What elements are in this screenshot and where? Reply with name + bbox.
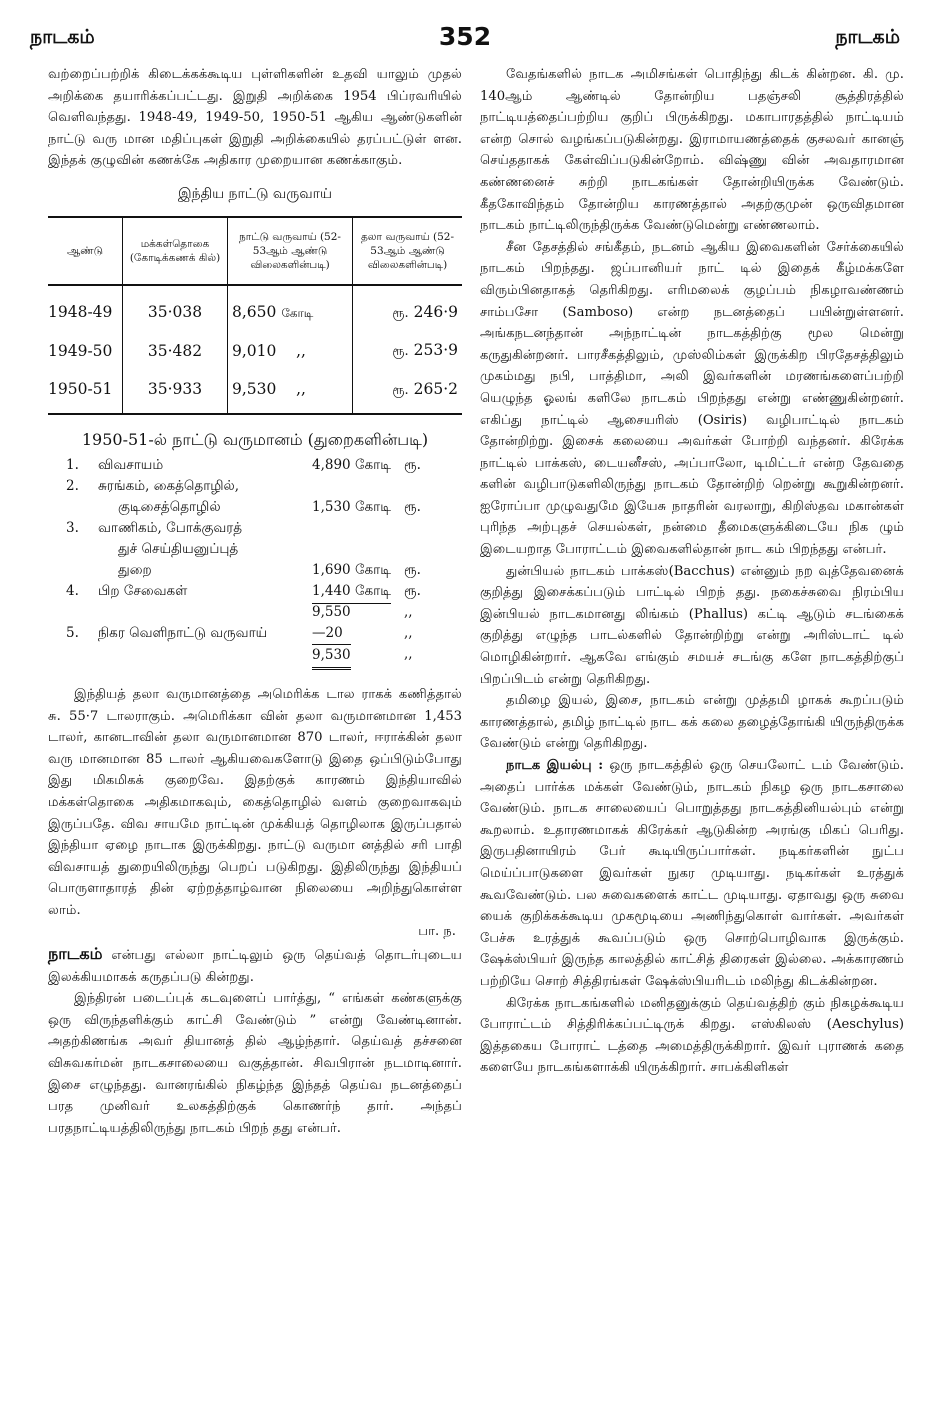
cell-per-capita: ரூ. 253·9 [353, 332, 463, 371]
table-header-row [48, 217, 462, 285]
cell-population: 35·933 [123, 371, 228, 415]
list-item-continued: துச் செய்தியனுப்புத் [118, 540, 239, 557]
table-title: இந்திய நாட்டு வருவாய் [178, 185, 332, 202]
page-header [30, 22, 900, 56]
left-column [48, 64, 462, 1139]
list-item-continued: துறை 1,690 கோடி ரூ. [118, 561, 421, 578]
entry-headword: நாடகம் [48, 944, 103, 964]
list-item: 1. விவசாயம் 4,890 கோடி ரூ. [66, 456, 421, 473]
col-header-per-capita: தலா வருவாய் (52-53ஆம் ஆண்டு விலைகளின்படி) [353, 217, 463, 285]
section-heading: நாடக இயல்பு : [506, 758, 604, 773]
running-head-right: நாடகம் [835, 26, 900, 48]
page-number: 352 [438, 22, 492, 51]
total-row: 9,530 ,, [48, 644, 462, 670]
col-header-population: மக்கள்தொகை (கோடிக்கணக் கில்) [123, 217, 228, 285]
list-item: 4. பிற சேவைகள் 1,440 கோடி ரூ. [48, 581, 462, 602]
paragraph: இந்திரன் படைப்புக் கடவுளைப் பார்த்து, “ எங்கள் கண்களுக்கு ஒரு விருந்தளிக்கும் காட்சி வேண்டும் ” என்று வேண்டினான். அதற்கிணங்க அவர் தியானத் தில் ஆழ்ந்தார். தெய்வத் தச்சனை விசுவகர்மன் நாடகசாலையை வகுத்தான். சிவபிரான் நடமாடினார். இசை எழுந்தது. வானரங்கில் நிகழ்ந்த இந்தத் தெய்வ நடனத்தைப் பரத முனிவர் உலகத்திற்குக் கொணர்ந் தார். அந்தப் பரதநாட்டியத்திலிருந்து நாடகம் பிறந் தது என்பர். [48, 991, 462, 1136]
paragraph: சீன தேசத்தில் சங்கீதம், நடனம் ஆகிய இவைகளின் சேர்க்கையில் நாடகம் பிறந்தது. ஜப்பானியர் நாட் டில் இதைக் கீழ்மக்களே விரும்பினதாகத் தெரிகிறது. எரிமலைக் குழப்பம் நிகழாவண்ணம் சாம்பசோ (Samboso) என்ற நடனத்தைப் பயின்றுள்ளனர். அங்கநடனந்தான் அந்நாட்டின் நாடகத்திற்கு மூல மென்று கருதுகின்றனர். பாரசீகத்திலும், முஸ்லிம்கள் இருக்கிற பிரதேசத்திலும் முகம்மது நபி, பாத்திமா, அலி இவர்களின் மரணங்களைப்பற்றி யெழுந்த ஓலங் களிலே நாடகம் பிறந்தது என்று எண்ணுகின்றனர். எகிப்து நாட்டில் ஆசையரிஸ் (Osiris) வழிபாட்டில் நாடகம் தோன்றிற்று. இசைக் கலையை அவர்கள் போற்றி வந்தனர். கிரேக்க நாட்டில் பாக்கஸ், டையனீசஸ், அப்பாலோ, டிமிட்டர் என்ற தேவதை களின் வழிபாடுகளிலிருந்து நாடகம் தோன்றிற் றென்று கூறுகின்றனர். ஐரோப்பா முழுவதுமே இயேசு நாதரின் வரலாறு, கிறிஸ்தவ மகான்கள் புரிந்த அற்புதச் செயல்கள், நன்மை தீமைகளுக்கிடையே நிக ழும் இடையறாத போராட்டம் இவைகளில்தான் நாட கம் பிறந்தது என்பர். [480, 239, 904, 558]
running-head-left: நாடகம் [30, 26, 95, 48]
paragraph: துன்பியல் நாடகம் பாக்கஸ்(Bacchus) என்னும் நற வுத்தேவனைக் குறித்து இசைக்கப்படும் பாட்டில் பிறந் தது. நகைச்சுவை நிரம்பிய இன்பியல் நாடகமானது லிங்கம் (Phallus) கட்டி ஆடும் சடங்கைக் குறித்து எழுந்த பாடல்களில் தோன்றிற்று என்று அரிஸ்டாட் டில் மொழிகின்றார். ஆகவே எங்கும் சமயச் சடங்கு களே நாடகத்திற்குப் பிறப்பிடம் என்று தெரிகிறது. [480, 563, 904, 687]
table-row [48, 285, 462, 333]
list-item: 3. வாணிகம், போக்குவரத் [66, 519, 243, 536]
entry-intro-paragraph: நாடகம் என்பது எல்லா நாட்டிலும் ஒரு தெய்வத் தொடர்புடைய இலக்கியமாகக் கருதப்படு கின்றது. [48, 944, 462, 985]
national-income-table [48, 216, 462, 416]
cell-national-income: 9,010 ,, [228, 332, 353, 371]
list-item: 5. நிகர வெளிநாட்டு வருவாய் —20 ,, [66, 624, 413, 641]
right-column [480, 64, 904, 1079]
cell-per-capita: ரூ. 265·2 [353, 371, 463, 415]
col-header-year: ஆண்டு [48, 217, 123, 285]
paragraph: நாடக இயல்பு : ஒரு நாடகத்தில் ஒரு செயலோட் டம் வேண்டும். அதைப் பார்க்க மக்கள் வேண்டும், நாடகம் நிகழ ஒரு நாடகசாலை வேண்டும். நாடக சாலையைப் பொறுத்தது நாடகத்தினியல்பும் என்று கூறலாம். உதாரணமாகக் கிரேக்கர் ஆடுகின்ற அரங்கு மிகப் பெரிது. இருபதினாயிரம் பேர் கூடியிருப்பார்கள். நடிகர்களின் நுட்ப மெய்ப்பாடுகளை இவர்கள் நுகர முடியாது. நடிகர்கள் உரத்துக் கூவவேண்டும். பல சுவைகளைக் காட்ட முடியாது. ஏதாவது ஒரு சுவை யைக் குறிக்கக்கூடிய முகமூடியை அணிந்துகொள் வார்கள். அவர்கள் பேச்சு உரத்துக் கூவப்படும் ஒரு சொற்பொழிவாக இருக்கும். ஷேக்ஸ்பியர் இருந்த காலத்தில் காட்சித் திரைகள் இல்லை. அக்காரணம் பற்றியே சொற் சித்திரங்கள் ஷேக்ஸ்பியரிடம் மலிந்து கிடக்கின்றன. [480, 758, 904, 989]
cell-national-income: 8,650 கோடி [228, 285, 353, 333]
paragraph: வற்றைப்பற்றிக் கிடைக்கக்கூடிய புள்ளிகளின் உதவி யாலும் முதல் அறிக்கை தயாரிக்கப்பட்டது. இறுதி அறிக்கை 1954 பிப்ரவரியில் வெளிவந்தது. 1948-49, 1949-50, 1950-51 ஆகிய ஆண்டுகளின் நாட்டு வரு மான மதிப்புகள் இறுதி அறிக்கையில் தரப்பட்டுள் ளன. இந்தக் குழுவின் கணக்கே அதிகார முறையான கணக்காகும். [48, 67, 462, 169]
cell-year: 1950-51 [48, 371, 123, 415]
list-item: 2. சுரங்கம், கைத்தொழில், [66, 477, 240, 494]
income-list-title: 1950-51-ல் நாட்டு வருமானம் (துறைகளின்படி) [81, 430, 429, 450]
cell-population: 35·038 [123, 285, 228, 333]
cell-per-capita: ரூ. 246·9 [353, 285, 463, 333]
author-initials: பா. ந. [418, 924, 456, 940]
paragraph: வேதங்களில் நாடக அமிசங்கள் பொதிந்து கிடக் கின்றன. கி. மு. 140ஆம் ஆண்டில் தோன்றிய பதஞ்சலி சூத்திரத்தில் நாட்டியத்தைப்பற்றிய குறிப் பிருக்கிறது. மகாபாரதத்தில் நாட்டியம் என்ற சொல் வழங்கப்படுகின்றது. இராமாயணத்தைக் குசலவர் கானஞ் செய்ததாகக் கேள்விப்படுகின்றோம். விஷ்ணு வின் அவதாரமான கண்ணனைச் சுற்றி நாடகங்கள் தோன்றியிருக்க வேண்டும். கீதகோவிந்தம் தோன்றிய காரணத்தால் அதற்குமுன் ஒருவிதமான நாடகம் நாட்டிலிருந்திருக்க வேண்டுமென்று எண்ணலாம். [480, 67, 904, 234]
paragraph: தமிழை இயல், இசை, நாடகம் என்று முத்தமி ழாகக் கூறப்படும் காரணத்தால், தமிழ் நாட்டில் நாட கக் கலை தழைத்தோங்கி யிருந்திருக்க வேண்டும் என்று தெரிகிறது. [480, 693, 904, 752]
income-by-sector-list [48, 455, 462, 670]
subtotal-row: 9,550 ,, [312, 603, 413, 620]
table-row [48, 332, 462, 371]
cell-year: 1949-50 [48, 341, 113, 360]
paragraph: கிரேக்க நாடகங்களில் மனிதனுக்கும் தெய்வத்திற் கும் நிகழக்கூடிய போராட்டம் சித்திரிக்கப்பட்டிருக் கிறது. எஸ்கிலஸ் (Aeschylus) இத்தகைய போராட் டத்தை அமைத்திருக்கிறார். இவர் புராணக் கதை களையே நாடகங்களாக்கி யிருக்கிறார். சாபக்கிளிகள் [480, 995, 904, 1076]
table-row [48, 371, 462, 415]
list-item-continued: குடிசைத்தொழில் 1,530 கோடி ரூ. [118, 498, 421, 515]
cell-population: 35·482 [123, 332, 228, 371]
paragraph: இந்தியத் தலா வருமானத்தை அமெரிக்க டால ராகக் கணித்தால் சு. 55·7 டாலராகும். அமெரிக்கா வின் தலா வருமானமான 1,453 டாலர், கானடாவின் தலா வருமானமான 870 டாலர், ஈராக்கின் தலா வரு மானமான 85 டாலர் ஆகியவைகளோடு இதை ஒப்பிடும்போது இது மிகமிகக் குறைவே. இதற்குக் காரணம் இந்தியாவில் மக்கள்தொகை அதிகமாகவும், கைத்தொழில் வளம் குறைவாகவும் இருப்பதே. விவ சாயமே நாட்டின் முக்கியத் தொழிலாக இருப்பதால் இந்தியா ஏழை நாடாக இருக்கிறது. நாட்டு வருமா னத்தில் சரி பாதி விவசாயத் துறையிலிருந்து பெறப் படுகிறது. இதிலிருந்து இந்தியப் பொருளாதாரத் தின் ஏற்றத்தாழ்வான நிலையை அறிந்துகொள்ள லாம். [48, 686, 462, 918]
col-header-national-income: நாட்டு வருவாய் (52-53ஆம் ஆண்டு விலைகளின்படி) [228, 217, 353, 285]
cell-year: 1948-49 [48, 303, 113, 322]
cell-national-income: 9,530 ,, [228, 371, 353, 415]
